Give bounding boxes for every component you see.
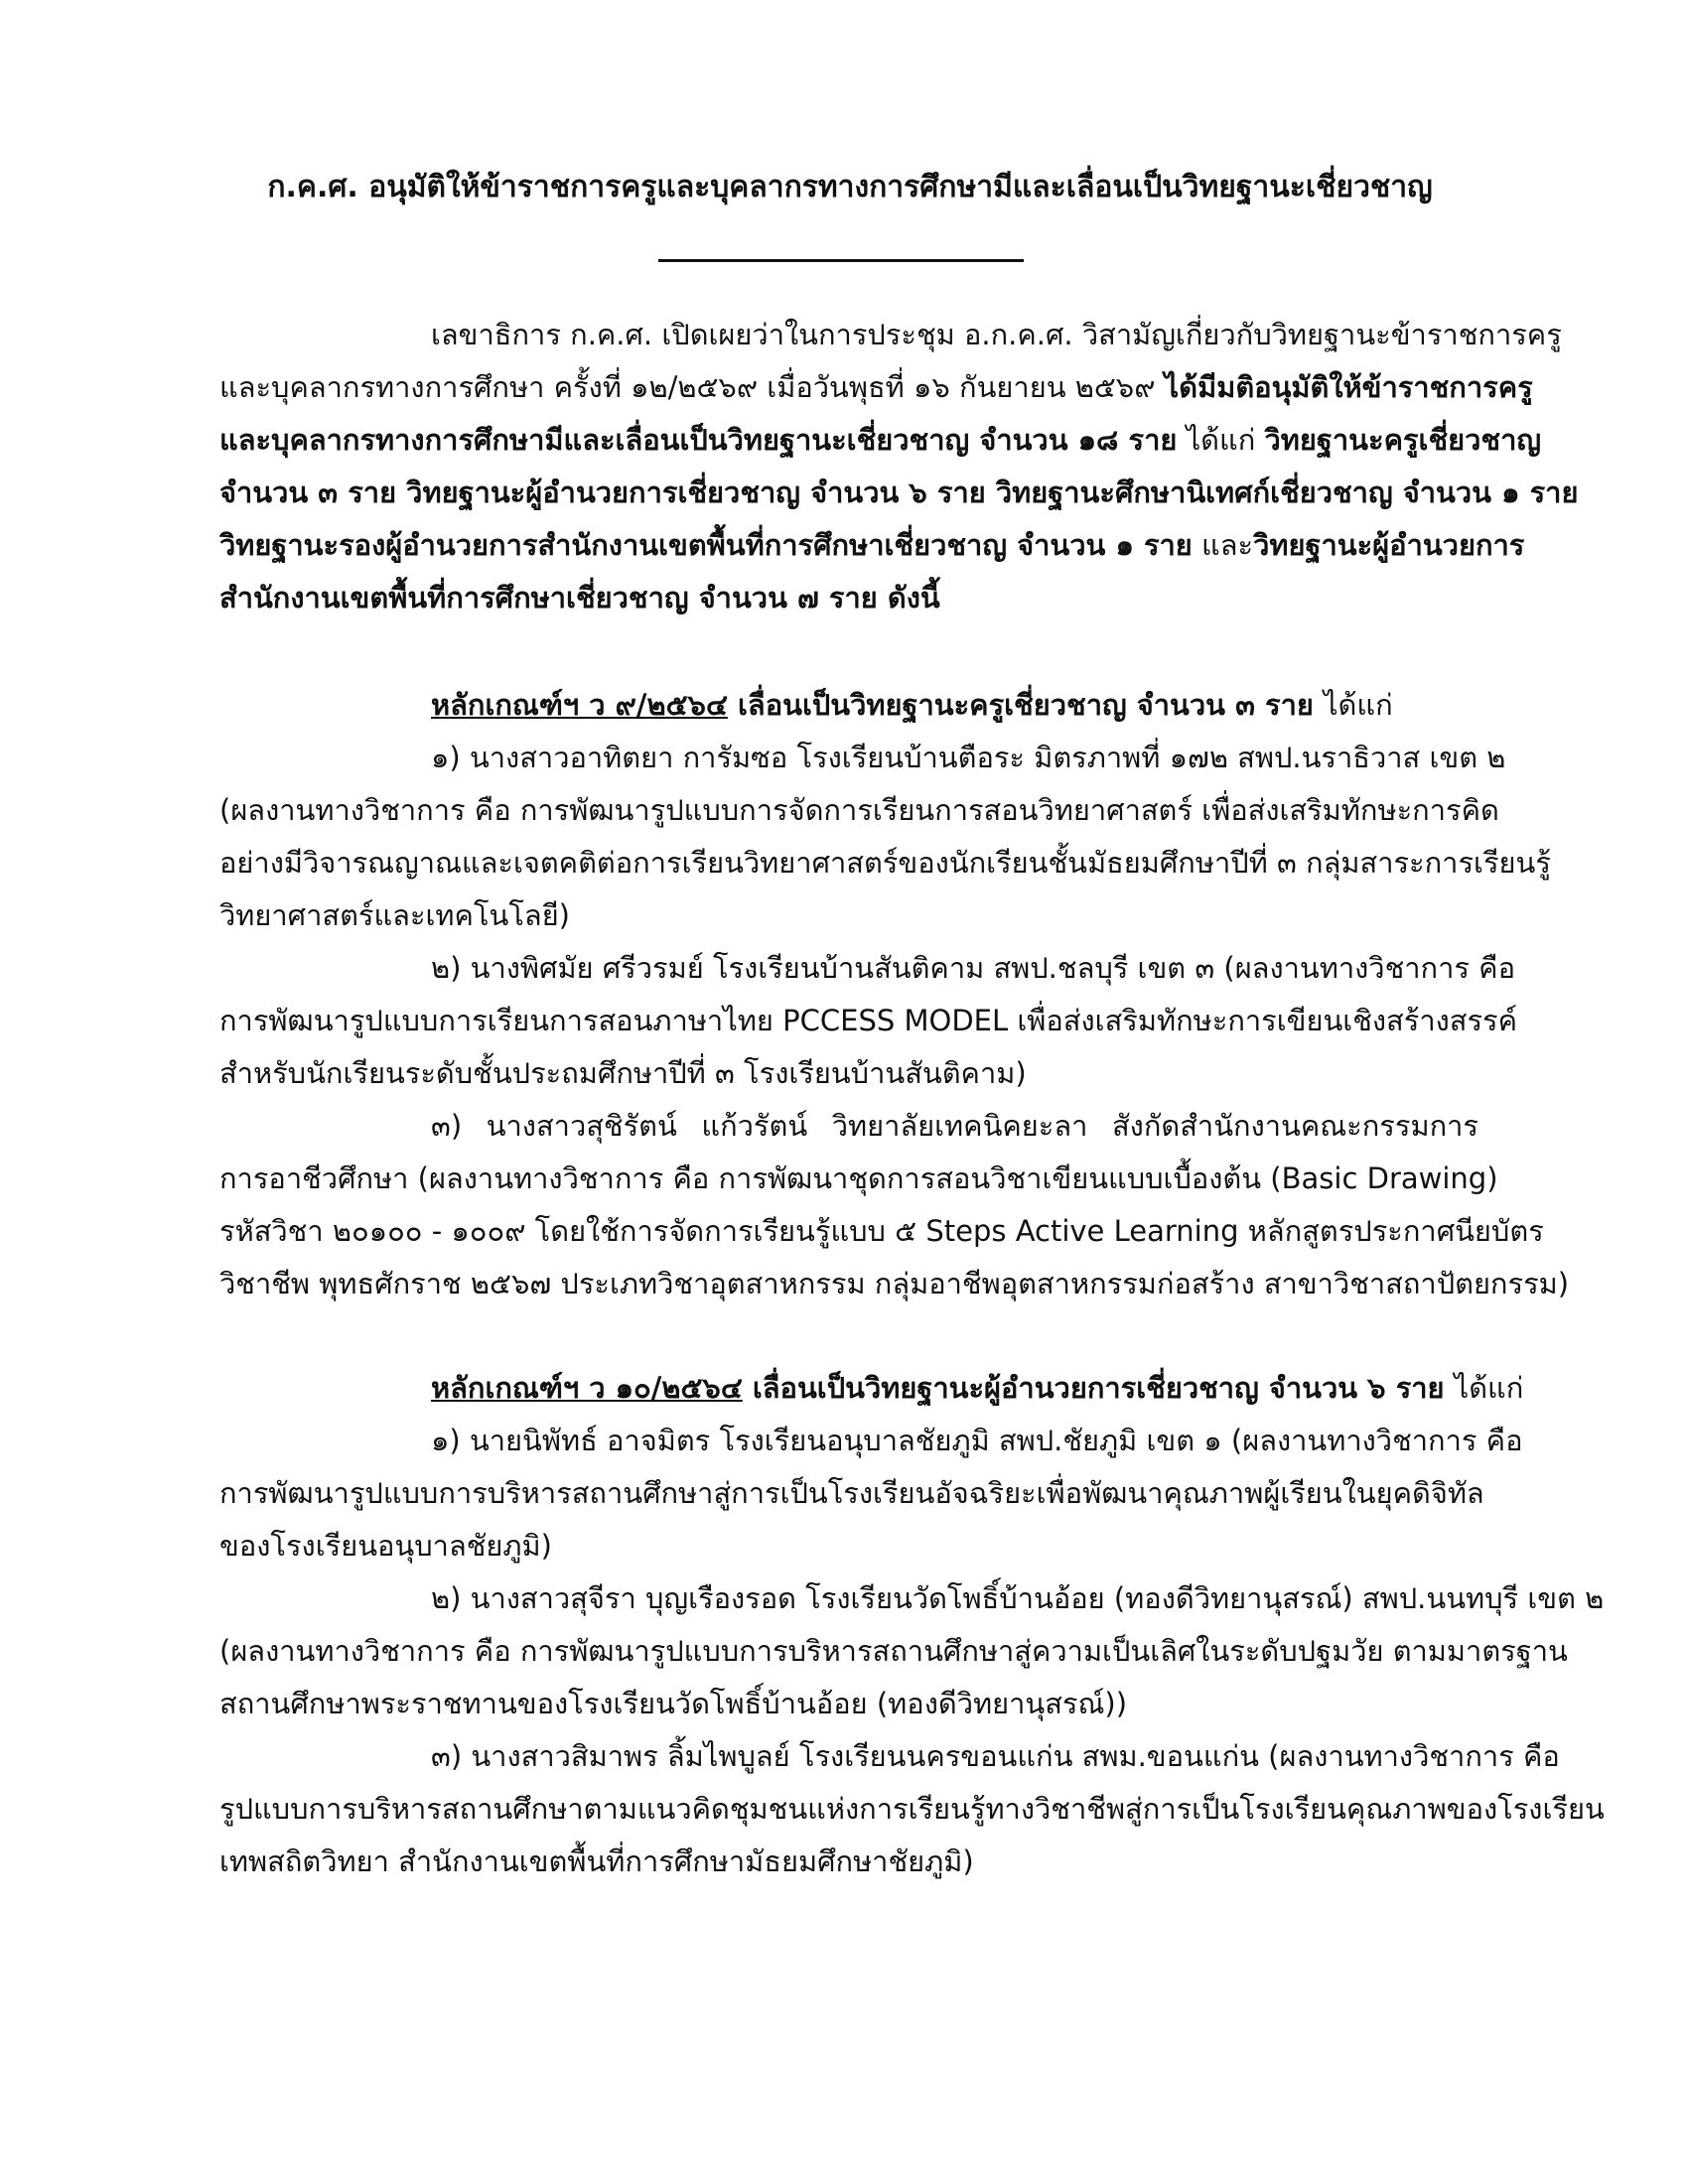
s2-item-1-line-1: ๑) นายนิพัทธ์ อาจมิตร โรงเรียนอนุบาลชัยภูมิ สพป.ชัยภูมิ เขต ๑ (ผลงานทางวิชาการ คือ: [431, 1424, 1523, 1457]
s1-item-2-line-2: การพัฒนารูปแบบการเรียนการสอนภาษาไทย PCCESS MODEL เพื่อส่งเสริมทักษะการเขียนเชิงสร้างสรรค์: [219, 1004, 1518, 1037]
intro-line-4: จำนวน ๓ ราย วิทยฐานะผู้อำนวยการเชี่ยวชาญ จำนวน ๖ ราย วิทยฐานะศึกษานิเทศก์เชี่ยวชาญ จำนวน ๑ ราย: [219, 476, 1579, 509]
s2-item-3-line-1: ๓) นางสาวสิมาพร ลิ้มไพบูลย์ โรงเรียนนครขอนแก่น สพม.ขอนแก่น (ผลงานทางวิชาการ คือ: [431, 1739, 1560, 1773]
intro-text: ได้แก่: [1177, 423, 1265, 457]
s1-item-3-line-1: ๓) นางสาวสุชิรัตน์ แก้วรัตน์ วิทยาลัยเทคนิคยะลา สังกัดสำนักงานคณะกรรมการ: [431, 1109, 1478, 1143]
s2-item-3-line-2: รูปแบบการบริหารสถานศึกษาตามแนวคิดชุมชนแห่งการเรียนรู้ทางวิชาชีพสู่การเป็นโรงเรียนคุณภาพของโรงเรียน: [219, 1792, 1605, 1826]
s2-item-2-line-3: สถานศึกษาพระราชทานของโรงเรียนวัดโพธิ์บ้านอ้อย (ทองดีวิทยานุสรณ์)): [219, 1687, 1128, 1720]
document-title: ก.ค.ศ. อนุมัติให้ข้าราชการครูและบุคลากรทางการศึกษามีและเลื่อนเป็นวิทยฐานะเชี่ยวชาญ: [267, 170, 1433, 205]
intro-text: และ: [1192, 528, 1254, 562]
s1-item-1-line-3: อย่างมีวิจารณญาณและเจตคติต่อการเรียนวิทยาศาสตร์ของนักเรียนชั้นมัธยมศึกษาปีที่ ๓ กลุ่มสาระการเรียนรู้: [219, 846, 1551, 880]
s2-item-1-line-3: ของโรงเรียนอนุบาลชัยภูมิ): [219, 1529, 552, 1563]
intro-line-5: [219, 525, 1525, 565]
intro-emphasis: ดังนี้: [877, 581, 940, 614]
section-heading-tail: ได้แก่: [1323, 688, 1393, 722]
s2-item-2-line-2: (ผลงานทางวิชาการ คือ การพัฒนารูปแบบการบริหารสถานศึกษาสู่ความเป็นเลิศในระดับปฐมวัย ตามมาตรฐาน: [219, 1634, 1568, 1668]
section-heading-text: เลื่อนเป็นวิทยฐานะครูเชี่ยวชาญ จำนวน ๓ ราย: [727, 688, 1324, 722]
s2-item-3-line-3: เทพสถิตวิทยา สำนักงานเขตพื้นที่การศึกษามัธยมศึกษาชัยภูมิ): [219, 1844, 974, 1878]
s1-item-2-line-1: ๒) นางพิศมัย ศรีวรมย์ โรงเรียนบ้านสันติคาม สพป.ชลบุรี เขต ๓ (ผลงานทางวิชาการ คือ: [431, 951, 1515, 985]
intro-line-1: เลขาธิการ ก.ค.ศ. เปิดเผยว่าในการประชุม อ.ก.ค.ศ. วิสามัญเกี่ยวกับวิทยฐานะข้าราชการครู: [431, 318, 1562, 351]
criteria-reference: หลักเกณฑ์ฯ ว ๑๐/๒๕๖๔: [431, 1371, 743, 1405]
s1-item-1-line-1: ๑) นางสาวอาทิตยา การัมซอ โรงเรียนบ้านตือระ มิตรภาพที่ ๑๗๒ สพป.นราธิวาส เขต ๒: [431, 741, 1506, 774]
s2-item-2-line-1: ๒) นางสาวสุจีรา บุญเรืองรอด โรงเรียนวัดโพธิ์บ้านอ้อย (ทองดีวิทยานุสรณ์) สพป.นนทบุรี เขต ๒: [431, 1581, 1605, 1615]
section-1-heading: [219, 685, 1478, 725]
intro-emphasis: วิทยฐานะครูเชี่ยวชาญ: [1264, 423, 1542, 457]
intro-emphasis: และบุคลากรทางการศึกษามีและเลื่อนเป็นวิทยฐานะเชี่ยวชาญ จำนวน ๑๘ ราย: [219, 423, 1178, 457]
s1-item-3-line-3: รหัสวิชา ๒๐๑๐๐ - ๑๐๐๙ โดยใช้การจัดการเรียนรู้แบบ ๕ Steps Active Learning หลักสูตรประกาศนียบัตร: [219, 1214, 1544, 1248]
s1-item-2-line-3: สำหรับนักเรียนระดับชั้นประถมศึกษาปีที่ ๓ โรงเรียนบ้านสันติคาม): [219, 1056, 1027, 1090]
section-2-heading: [219, 1368, 1524, 1408]
s2-item-1-line-2: การพัฒนารูปแบบการบริหารสถานศึกษาสู่การเป็นโรงเรียนอัจฉริยะเพื่อพัฒนาคุณภาพผู้เรียนในยุคดิจิทัล: [219, 1476, 1484, 1510]
intro-emphasis: ได้มีมติอนุมัติให้ข้าราชการครู: [1164, 370, 1533, 404]
intro-line-6: [219, 578, 1478, 617]
s1-item-3-line-2: การอาชีวศึกษา (ผลงานทางวิชาการ คือ การพัฒนาชุดการสอนวิชาเขียนแบบเบื้องต้น (Basic Drawing): [219, 1161, 1498, 1195]
intro-text: และบุคลากรทางการศึกษา ครั้งที่ ๑๒/๒๕๖๙ เมื่อวันพุธที่ ๑๖ กันยายน ๒๕๖๙: [219, 370, 1165, 404]
section-heading-tail: ได้แก่: [1454, 1371, 1524, 1405]
criteria-reference: หลักเกณฑ์ฯ ว ๙/๒๕๖๔: [431, 688, 728, 722]
s1-item-1-line-4: วิทยาศาสตร์และเทคโนโลยี): [219, 898, 570, 932]
section-heading-text: เลื่อนเป็นวิทยฐานะผู้อำนวยการเชี่ยวชาญ จำนวน ๖ ราย: [742, 1371, 1455, 1405]
intro-line-3: [219, 420, 1542, 460]
s1-item-3-line-4: วิชาชีพ พุทธศักราช ๒๕๖๗ ประเภทวิชาอุตสาหกรรม กลุ่มอาชีพอุตสาหกรรมก่อสร้าง สาขาวิชาสถาปัตยกรรม): [219, 1267, 1570, 1300]
title-divider: [658, 259, 1024, 262]
intro-emphasis: วิทยฐานะรองผู้อำนวยการสำนักงานเขตพื้นที่การศึกษาเชี่ยวชาญ จำนวน ๑ ราย: [219, 528, 1193, 562]
intro-line-2: [219, 367, 1533, 407]
s1-item-1-line-2: (ผลงานทางวิชาการ คือ การพัฒนารูปแบบการจัดการเรียนการสอนวิทยาศาสตร์ เพื่อส่งเสริมทักษะการคิด: [219, 793, 1499, 827]
intro-emphasis: วิทยฐานะผู้อำนวยการ: [1253, 528, 1525, 562]
intro-emphasis: สำนักงานเขตพื้นที่การศึกษาเชี่ยวชาญ จำนวน ๗ ราย: [219, 581, 878, 614]
